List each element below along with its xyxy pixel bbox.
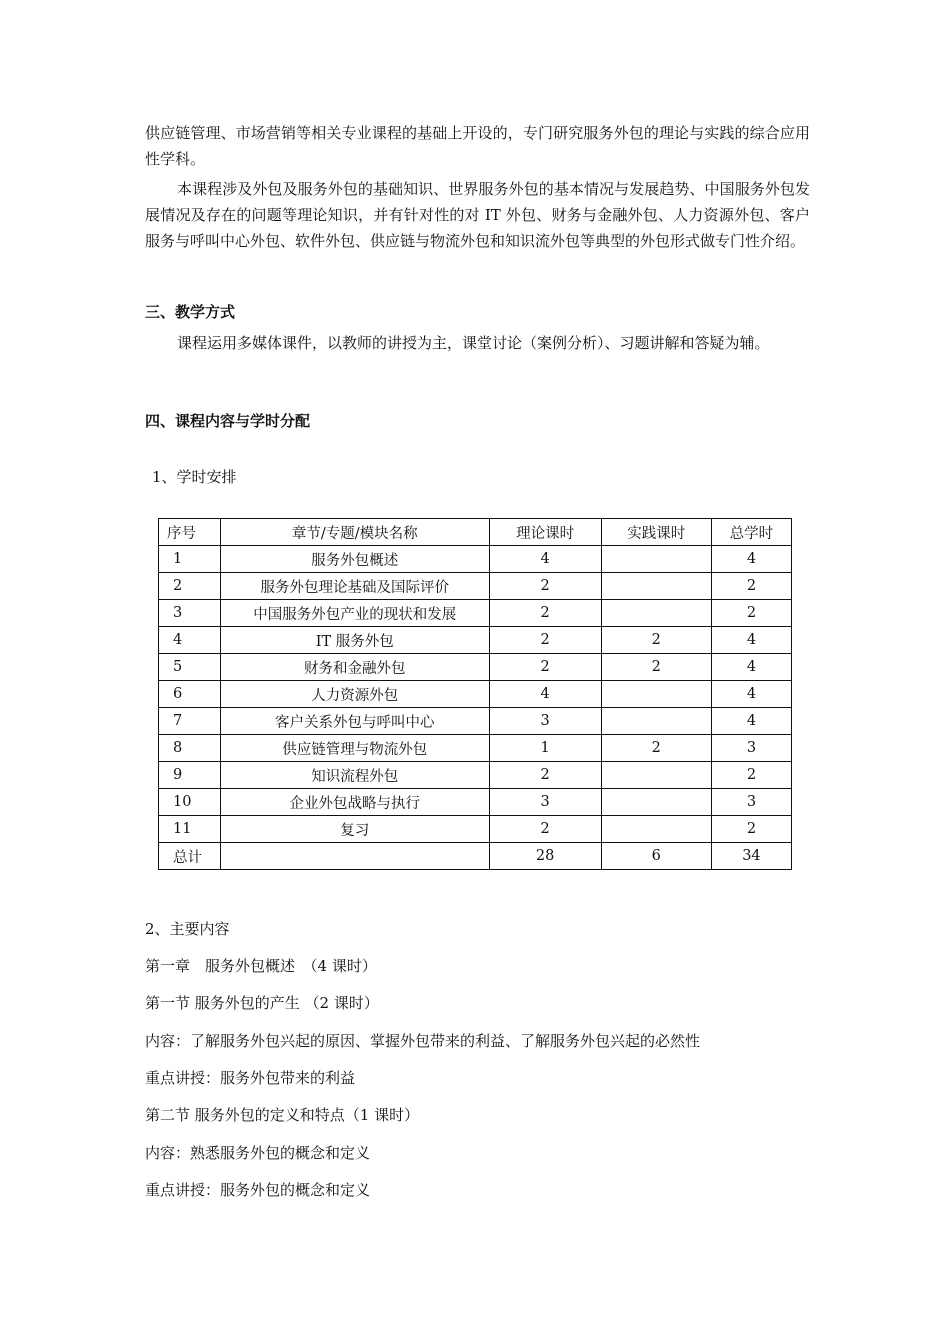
table-total-row [159, 843, 792, 870]
cell-practice [601, 708, 711, 735]
cell-total-label: 总计 [159, 843, 221, 870]
header-theory-hours: 理论课时 [489, 519, 601, 546]
section-1-2-content: 内容：熟悉服务外包的概念和定义 [145, 1144, 371, 1162]
cell-index: 6 [159, 681, 221, 708]
cell-theory: 1 [489, 735, 601, 762]
table-row [159, 546, 792, 573]
cell-chapter: IT 服务外包 [221, 627, 489, 654]
cell-chapter: 服务外包理论基础及国际评价 [221, 573, 489, 600]
section-heading-course-content: 四、课程内容与学时分配 [145, 412, 311, 430]
cell-total: 3 [711, 735, 791, 762]
cell-practice [601, 600, 711, 627]
cell-theory: 2 [489, 816, 601, 843]
cell-chapter: 人力资源外包 [221, 681, 489, 708]
cell-theory: 2 [489, 762, 601, 789]
header-index: 序号 [159, 519, 221, 546]
cell-practice [601, 546, 711, 573]
cell-theory: 2 [489, 627, 601, 654]
cell-index: 10 [159, 789, 221, 816]
cell-practice-sum: 6 [601, 843, 711, 870]
cell-practice: 2 [601, 735, 711, 762]
teaching-method-text: 课程运用多媒体课件，以教师的讲授为主，课堂讨论（案例分析）、习题讲解和答疑为辅。 [177, 334, 770, 352]
section-1-2-title: 第二节 服务外包的定义和特点（1 课时） [145, 1106, 420, 1124]
cell-practice [601, 681, 711, 708]
cell-total: 2 [711, 600, 791, 627]
table-header-row [159, 519, 792, 546]
table-row [159, 762, 792, 789]
cell-index: 9 [159, 762, 221, 789]
cell-total: 2 [711, 816, 791, 843]
cell-practice: 2 [601, 654, 711, 681]
table-row [159, 789, 792, 816]
cell-theory-sum: 28 [489, 843, 601, 870]
cell-theory: 4 [489, 546, 601, 573]
cell-theory: 4 [489, 681, 601, 708]
cell-chapter: 服务外包概述 [221, 546, 489, 573]
cell-practice: 2 [601, 627, 711, 654]
cell-index: 8 [159, 735, 221, 762]
subheading-main-content: 2、主要内容 [145, 920, 230, 938]
section-heading-teaching-method: 三、教学方式 [145, 303, 236, 321]
table-row [159, 600, 792, 627]
cell-total: 3 [711, 789, 791, 816]
hours-table [158, 518, 792, 870]
cell-index: 7 [159, 708, 221, 735]
section-1-2-key-points: 重点讲授：服务外包的概念和定义 [145, 1181, 371, 1199]
header-chapter: 章节/专题/模块名称 [221, 519, 489, 546]
cell-theory: 2 [489, 573, 601, 600]
cell-practice [601, 762, 711, 789]
cell-practice [601, 816, 711, 843]
cell-practice [601, 573, 711, 600]
table-row [159, 573, 792, 600]
cell-total-sum: 34 [711, 843, 791, 870]
cell-index: 2 [159, 573, 221, 600]
cell-index: 1 [159, 546, 221, 573]
table-row [159, 627, 792, 654]
cell-index: 11 [159, 816, 221, 843]
cell-chapter [221, 843, 489, 870]
cell-practice [601, 789, 711, 816]
cell-total: 2 [711, 762, 791, 789]
cell-chapter: 复习 [221, 816, 489, 843]
table-row [159, 816, 792, 843]
cell-index: 3 [159, 600, 221, 627]
cell-theory: 2 [489, 654, 601, 681]
cell-theory: 2 [489, 600, 601, 627]
intro-paragraph-1: 供应链管理、市场营销等相关专业课程的基础上开设的，专门研究服务外包的理论与实践的综合应用性学科。 [145, 124, 810, 168]
table-row [159, 654, 792, 681]
cell-theory: 3 [489, 708, 601, 735]
cell-index: 4 [159, 627, 221, 654]
chapter-1-title: 第一章 服务外包概述 （4 课时） [145, 957, 377, 975]
subheading-hour-arrangement: 1、学时安排 [152, 468, 237, 486]
cell-chapter: 企业外包战略与执行 [221, 789, 489, 816]
section-1-1-key-points: 重点讲授：服务外包带来的利益 [145, 1069, 356, 1087]
cell-chapter: 财务和金融外包 [221, 654, 489, 681]
header-total-hours: 总学时 [711, 519, 791, 546]
cell-theory: 3 [489, 789, 601, 816]
table-row [159, 681, 792, 708]
cell-chapter: 供应链管理与物流外包 [221, 735, 489, 762]
cell-total: 2 [711, 573, 791, 600]
cell-chapter: 知识流程外包 [221, 762, 489, 789]
section-1-1-content: 内容：了解服务外包兴起的原因、掌握外包带来的利益、了解服务外包兴起的必然性 [145, 1032, 701, 1050]
cell-total: 4 [711, 654, 791, 681]
table-row [159, 735, 792, 762]
section-1-1-title: 第一节 服务外包的产生 （2 课时） [145, 994, 379, 1012]
cell-chapter: 中国服务外包产业的现状和发展 [221, 600, 489, 627]
cell-total: 4 [711, 681, 791, 708]
cell-index: 5 [159, 654, 221, 681]
table-row [159, 708, 792, 735]
header-practice-hours: 实践课时 [601, 519, 711, 546]
cell-total: 4 [711, 708, 791, 735]
cell-total: 4 [711, 546, 791, 573]
intro-paragraph-2: 本课程涉及外包及服务外包的基础知识、世界服务外包的基本情况与发展趋势、中国服务外包发展情况及存在的问题等理论知识，并有针对性的对 IT 外包、财务与金融外包、人力资源外包、客户服务与呼叫中心外包、软件外包、供应链与物流外包和知识流外包等典型的外包形式做专门性介绍。 [145, 180, 810, 250]
cell-total: 4 [711, 627, 791, 654]
cell-chapter: 客户关系外包与呼叫中心 [221, 708, 489, 735]
